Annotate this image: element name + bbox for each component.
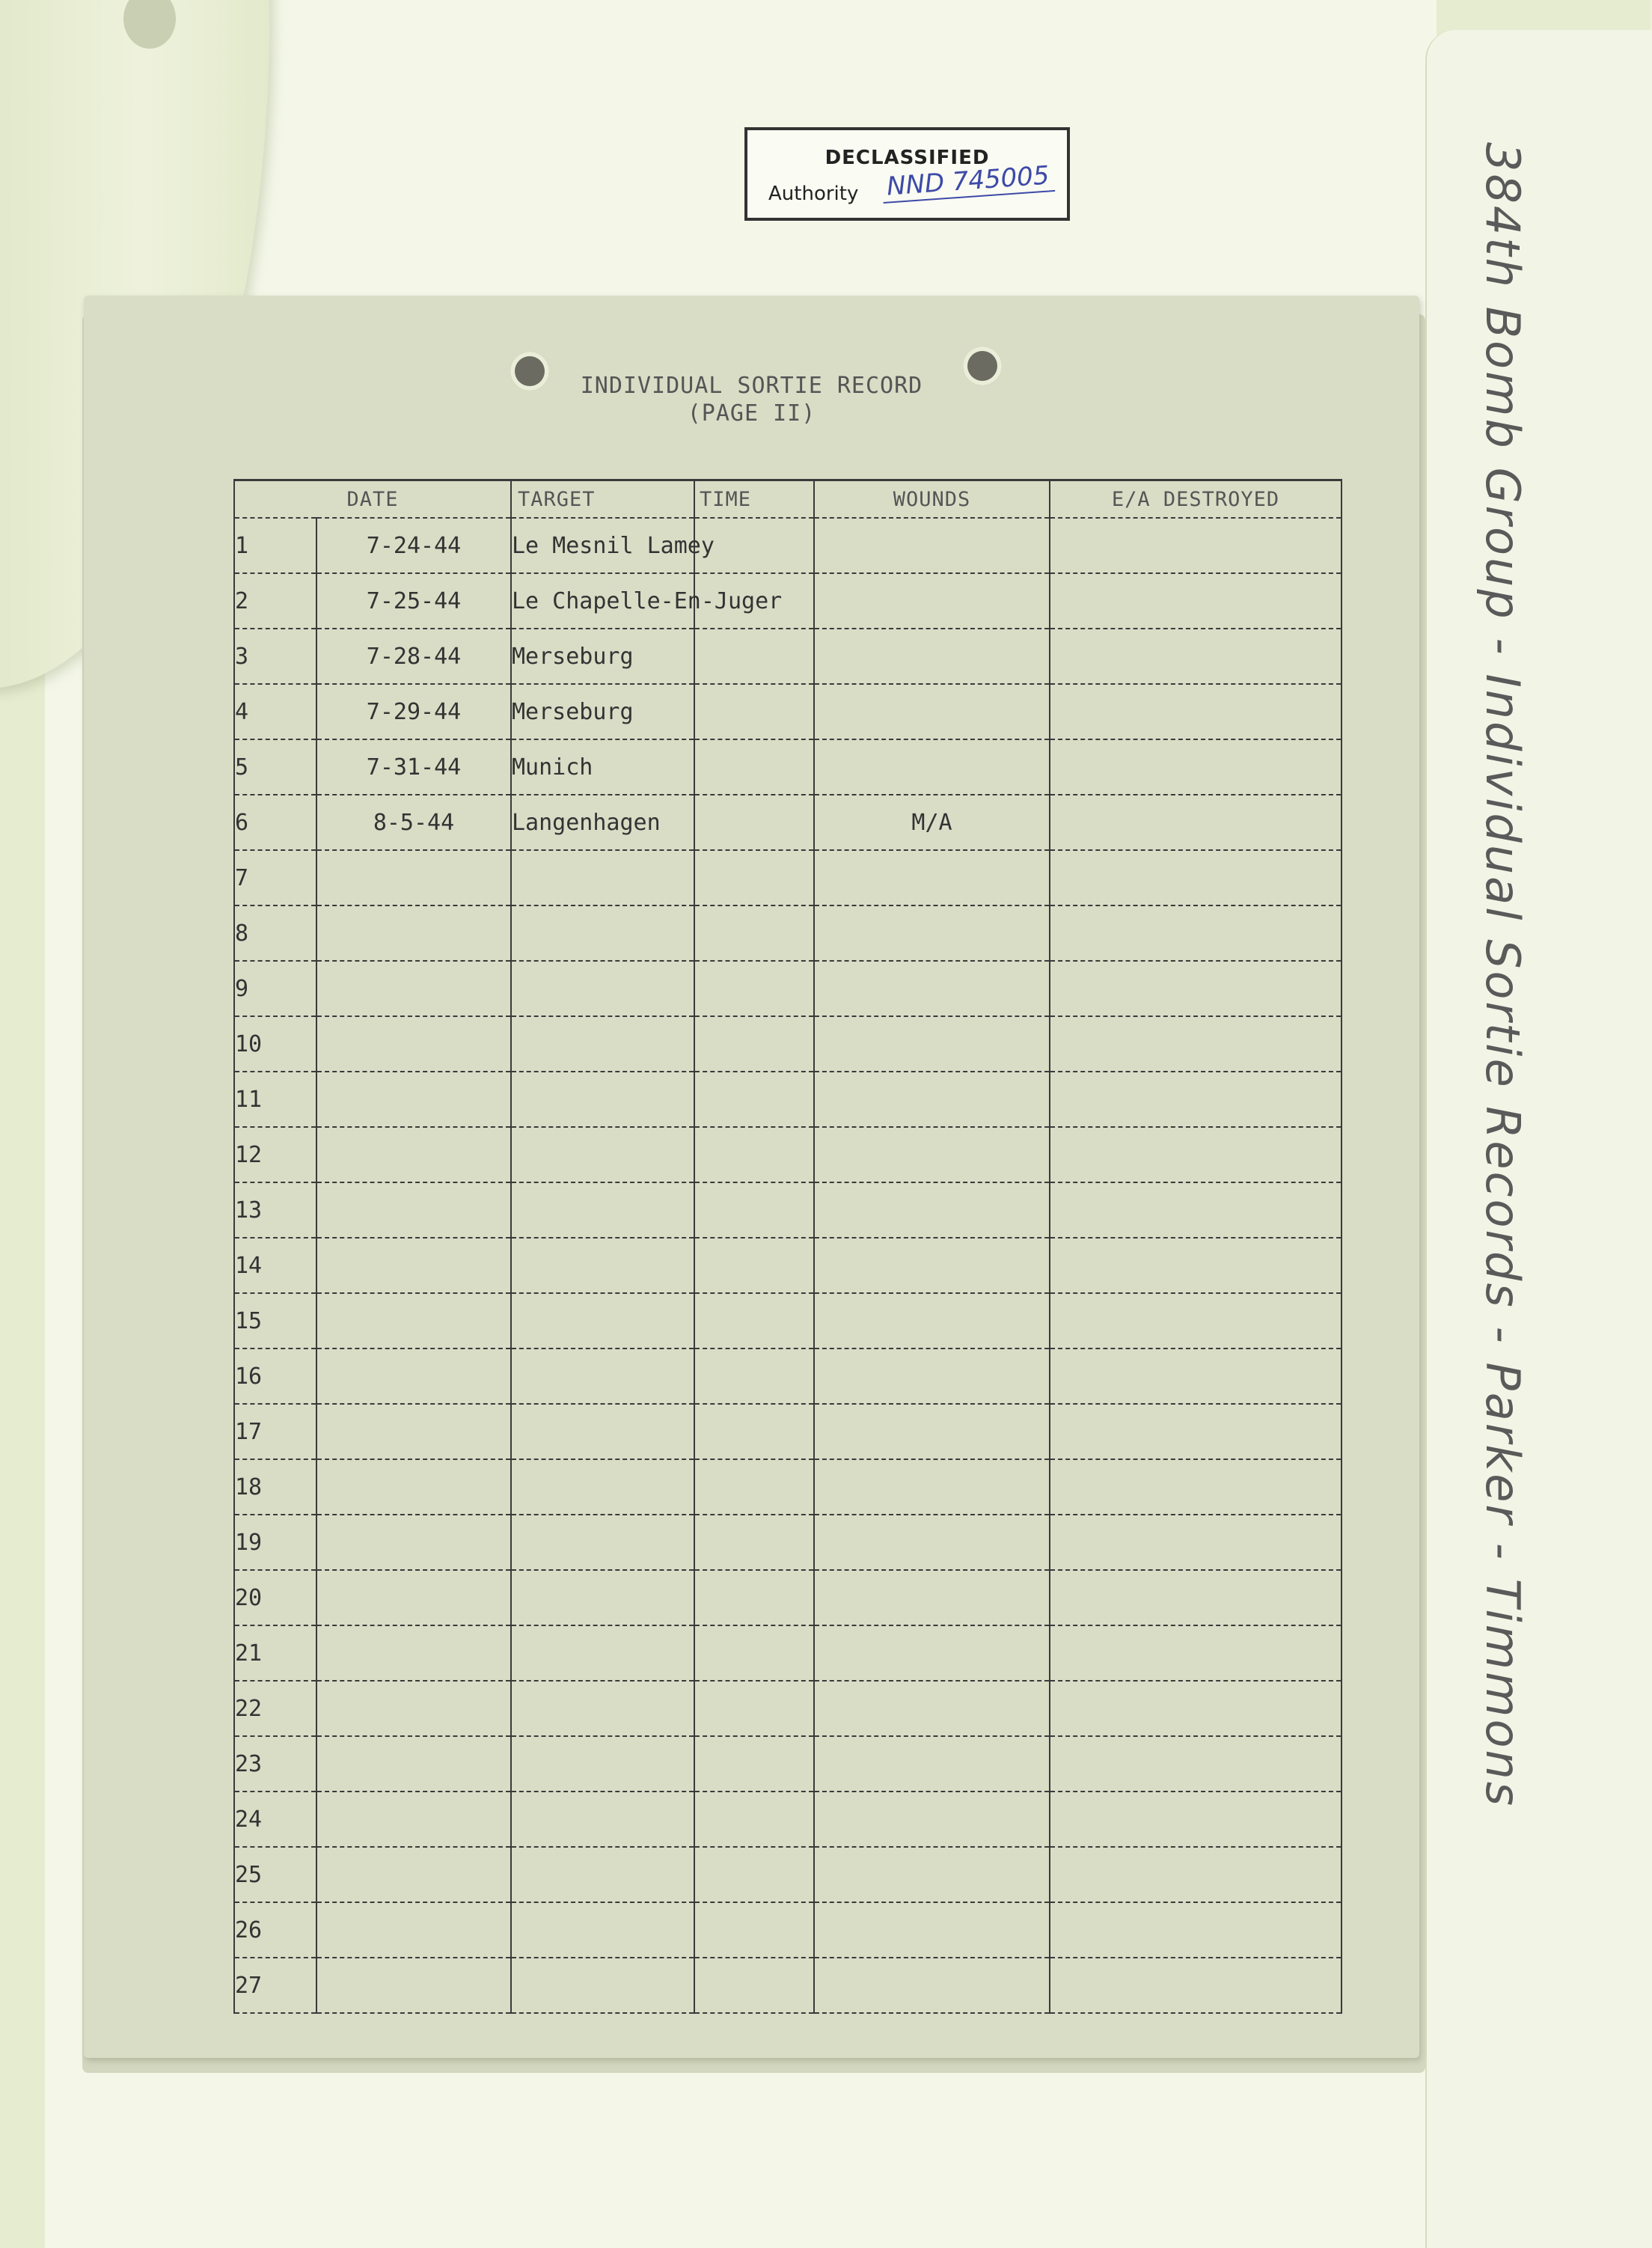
- table-row: [234, 1127, 1342, 1182]
- handwritten-side-note: [1475, 142, 1564, 1809]
- row-time: [694, 1681, 814, 1736]
- row-wounds: [814, 739, 1050, 795]
- record-title: INDIVIDUAL SORTIE RECORD: [580, 373, 923, 399]
- row-date: 7-25-44: [316, 573, 511, 629]
- stamp-authority-label: Authority: [768, 183, 859, 205]
- row-number: 5: [234, 739, 316, 795]
- header-ea-destroyed: E/A DESTROYED: [1050, 480, 1342, 519]
- table-row: [234, 1736, 1342, 1792]
- row-number: 12: [234, 1127, 316, 1182]
- row-wounds: [814, 1182, 1050, 1238]
- row-wounds: [814, 1072, 1050, 1127]
- row-date: [316, 1847, 511, 1902]
- row-wounds: [814, 1016, 1050, 1072]
- row-date: [316, 1238, 511, 1293]
- table-row: [234, 1072, 1342, 1127]
- row-wounds: [814, 1792, 1050, 1847]
- row-time: [694, 739, 814, 795]
- row-ea-destroyed: [1050, 1459, 1342, 1515]
- row-ea-destroyed: [1050, 905, 1342, 961]
- table-row: [234, 518, 1342, 573]
- row-target: [511, 1625, 694, 1681]
- row-ea-destroyed: [1050, 1127, 1342, 1182]
- header-target: TARGET: [511, 480, 694, 519]
- row-number: 19: [234, 1515, 316, 1570]
- record-subtitle: (PAGE II): [687, 400, 816, 427]
- row-wounds: [814, 518, 1050, 573]
- row-date: 7-24-44: [316, 518, 511, 573]
- row-target: [511, 961, 694, 1016]
- row-date: 7-29-44: [316, 684, 511, 739]
- row-target: [511, 1681, 694, 1736]
- row-ea-destroyed: [1050, 1404, 1342, 1459]
- row-number: 25: [234, 1847, 316, 1902]
- table-row: [234, 739, 1342, 795]
- row-date: [316, 1902, 511, 1958]
- row-number: 4: [234, 684, 316, 739]
- row-wounds: [814, 1293, 1050, 1349]
- row-ea-destroyed: [1050, 1958, 1342, 2013]
- row-time: [694, 961, 814, 1016]
- row-number: 15: [234, 1293, 316, 1349]
- row-date: [316, 1958, 511, 2013]
- row-ea-destroyed: [1050, 961, 1342, 1016]
- row-wounds: [814, 1625, 1050, 1681]
- row-number: 9: [234, 961, 316, 1016]
- row-wounds: [814, 1736, 1050, 1792]
- row-target: [511, 1293, 694, 1349]
- row-time: [694, 1902, 814, 1958]
- row-wounds: [814, 1958, 1050, 2013]
- row-number: 17: [234, 1404, 316, 1459]
- row-date: [316, 1293, 511, 1349]
- table-row: [234, 1404, 1342, 1459]
- row-ea-destroyed: [1050, 1016, 1342, 1072]
- row-time: [694, 1958, 814, 2013]
- row-wounds: [814, 1404, 1050, 1459]
- row-ea-destroyed: [1050, 1238, 1342, 1293]
- row-ea-destroyed: [1050, 1847, 1342, 1902]
- row-ea-destroyed: [1050, 1736, 1342, 1792]
- table-row: [234, 1515, 1342, 1570]
- table-row: [234, 1625, 1342, 1681]
- row-date: [316, 1072, 511, 1127]
- row-number: 10: [234, 1016, 316, 1072]
- row-date: 7-31-44: [316, 739, 511, 795]
- row-date: 7-28-44: [316, 629, 511, 684]
- row-target: [511, 1736, 694, 1792]
- row-ea-destroyed: [1050, 1349, 1342, 1404]
- row-time: [694, 1016, 814, 1072]
- row-time: [694, 1515, 814, 1570]
- row-ea-destroyed: [1050, 1902, 1342, 1958]
- sortie-record-card: [84, 296, 1419, 2058]
- row-time: [694, 1625, 814, 1681]
- row-ea-destroyed: [1050, 1681, 1342, 1736]
- row-ea-destroyed: [1050, 629, 1342, 684]
- row-number: 1: [234, 518, 316, 573]
- row-date: [316, 850, 511, 905]
- stamp-title: DECLASSIFIED: [825, 147, 990, 169]
- row-target: [511, 1902, 694, 1958]
- table-row: [234, 629, 1342, 684]
- table-row: [234, 1349, 1342, 1404]
- row-number: 21: [234, 1625, 316, 1681]
- row-number: 27: [234, 1958, 316, 2013]
- row-date: [316, 1127, 511, 1182]
- row-number: 11: [234, 1072, 316, 1127]
- row-date: [316, 961, 511, 1016]
- row-ea-destroyed: [1050, 1570, 1342, 1625]
- row-target: [511, 850, 694, 905]
- row-target: [511, 1958, 694, 2013]
- stamp-authority-value: NND 745005: [881, 160, 1055, 204]
- row-time: [694, 1127, 814, 1182]
- row-time: [694, 1792, 814, 1847]
- table-row: [234, 573, 1342, 629]
- row-time: [694, 1293, 814, 1349]
- table-row: [234, 795, 1342, 850]
- row-time: [694, 684, 814, 739]
- row-number: 8: [234, 905, 316, 961]
- row-ea-destroyed: [1050, 573, 1342, 629]
- row-target: [511, 1847, 694, 1902]
- row-target: [511, 1792, 694, 1847]
- table-row: [234, 1293, 1342, 1349]
- row-time: [694, 905, 814, 961]
- row-date: [316, 1459, 511, 1515]
- row-wounds: [814, 1349, 1050, 1404]
- header-time: TIME: [694, 480, 814, 519]
- row-date: [316, 1570, 511, 1625]
- row-target: Merseburg: [511, 684, 694, 739]
- row-target: [511, 1238, 694, 1293]
- row-ea-destroyed: [1050, 850, 1342, 905]
- row-ea-destroyed: [1050, 518, 1342, 573]
- table-row: [234, 850, 1342, 905]
- row-wounds: [814, 850, 1050, 905]
- row-target: [511, 1459, 694, 1515]
- table-row: [234, 1958, 1342, 2013]
- row-time: [694, 1072, 814, 1127]
- row-target: Le Mesnil Lamey: [511, 518, 694, 573]
- row-wounds: M/A: [814, 795, 1050, 850]
- row-target: Merseburg: [511, 629, 694, 684]
- table-row: [234, 684, 1342, 739]
- row-date: [316, 1736, 511, 1792]
- row-number: 3: [234, 629, 316, 684]
- row-date: [316, 1404, 511, 1459]
- row-ea-destroyed: [1050, 1293, 1342, 1349]
- table-row: [234, 1792, 1342, 1847]
- table-row: [234, 1902, 1342, 1958]
- row-wounds: [814, 1515, 1050, 1570]
- row-wounds: [814, 573, 1050, 629]
- row-date: [316, 1625, 511, 1681]
- header-date: DATE: [234, 480, 511, 519]
- row-date: [316, 1182, 511, 1238]
- row-target: [511, 1182, 694, 1238]
- row-ea-destroyed: [1050, 1792, 1342, 1847]
- row-number: 6: [234, 795, 316, 850]
- row-number: 24: [234, 1792, 316, 1847]
- row-time: [694, 795, 814, 850]
- table-row: [234, 1016, 1342, 1072]
- row-ea-destroyed: [1050, 1515, 1342, 1570]
- row-time: [694, 1459, 814, 1515]
- punch-hole: [123, 0, 176, 49]
- row-target: Le Chapelle-En-Juger: [511, 573, 694, 629]
- row-target: [511, 1515, 694, 1570]
- row-target: [511, 1127, 694, 1182]
- row-time: [694, 1349, 814, 1404]
- row-ea-destroyed: [1050, 1625, 1342, 1681]
- row-number: 23: [234, 1736, 316, 1792]
- row-ea-destroyed: [1050, 1182, 1342, 1238]
- row-number: 14: [234, 1238, 316, 1293]
- table-row: [234, 1182, 1342, 1238]
- table-row: [234, 1459, 1342, 1515]
- row-date: [316, 905, 511, 961]
- table-row: [234, 905, 1342, 961]
- row-target: [511, 1016, 694, 1072]
- table-row: [234, 1847, 1342, 1902]
- table-row: [234, 961, 1342, 1016]
- row-wounds: [814, 629, 1050, 684]
- row-time: [694, 1570, 814, 1625]
- row-number: 13: [234, 1182, 316, 1238]
- row-target: Munich: [511, 739, 694, 795]
- table-row: [234, 1681, 1342, 1736]
- row-time: [694, 1404, 814, 1459]
- row-ea-destroyed: [1050, 739, 1342, 795]
- row-wounds: [814, 961, 1050, 1016]
- header-wounds: WOUNDS: [814, 480, 1050, 519]
- row-date: [316, 1349, 511, 1404]
- row-number: 22: [234, 1681, 316, 1736]
- row-ea-destroyed: [1050, 1072, 1342, 1127]
- row-number: 20: [234, 1570, 316, 1625]
- row-number: 18: [234, 1459, 316, 1515]
- row-wounds: [814, 1238, 1050, 1293]
- side-note-text: 384th Bomb Group - Individual Sortie Records - Parker - Timmons: [1475, 142, 1530, 1809]
- row-number: 26: [234, 1902, 316, 1958]
- row-wounds: [814, 1570, 1050, 1625]
- row-time: [694, 1847, 814, 1902]
- row-date: [316, 1681, 511, 1736]
- sortie-table: [233, 479, 1342, 2014]
- table-row: [234, 1238, 1342, 1293]
- row-target: [511, 1349, 694, 1404]
- row-date: 8-5-44: [316, 795, 511, 850]
- table-header-row: [234, 480, 1342, 519]
- table-row: [234, 1570, 1342, 1625]
- row-time: [694, 629, 814, 684]
- declassified-stamp: [744, 127, 1070, 221]
- row-target: [511, 1404, 694, 1459]
- row-time: [694, 1238, 814, 1293]
- row-wounds: [814, 1681, 1050, 1736]
- row-time: [694, 850, 814, 905]
- row-wounds: [814, 684, 1050, 739]
- row-wounds: [814, 905, 1050, 961]
- row-wounds: [814, 1847, 1050, 1902]
- row-date: [316, 1016, 511, 1072]
- row-number: 7: [234, 850, 316, 905]
- row-ea-destroyed: [1050, 795, 1342, 850]
- row-wounds: [814, 1459, 1050, 1515]
- row-ea-destroyed: [1050, 684, 1342, 739]
- row-target: [511, 1570, 694, 1625]
- row-wounds: [814, 1127, 1050, 1182]
- row-target: Langenhagen: [511, 795, 694, 850]
- row-target: [511, 1072, 694, 1127]
- row-date: [316, 1792, 511, 1847]
- row-wounds: [814, 1902, 1050, 1958]
- row-time: [694, 1182, 814, 1238]
- row-date: [316, 1515, 511, 1570]
- row-target: [511, 905, 694, 961]
- row-number: 16: [234, 1349, 316, 1404]
- row-time: [694, 1736, 814, 1792]
- row-number: 2: [234, 573, 316, 629]
